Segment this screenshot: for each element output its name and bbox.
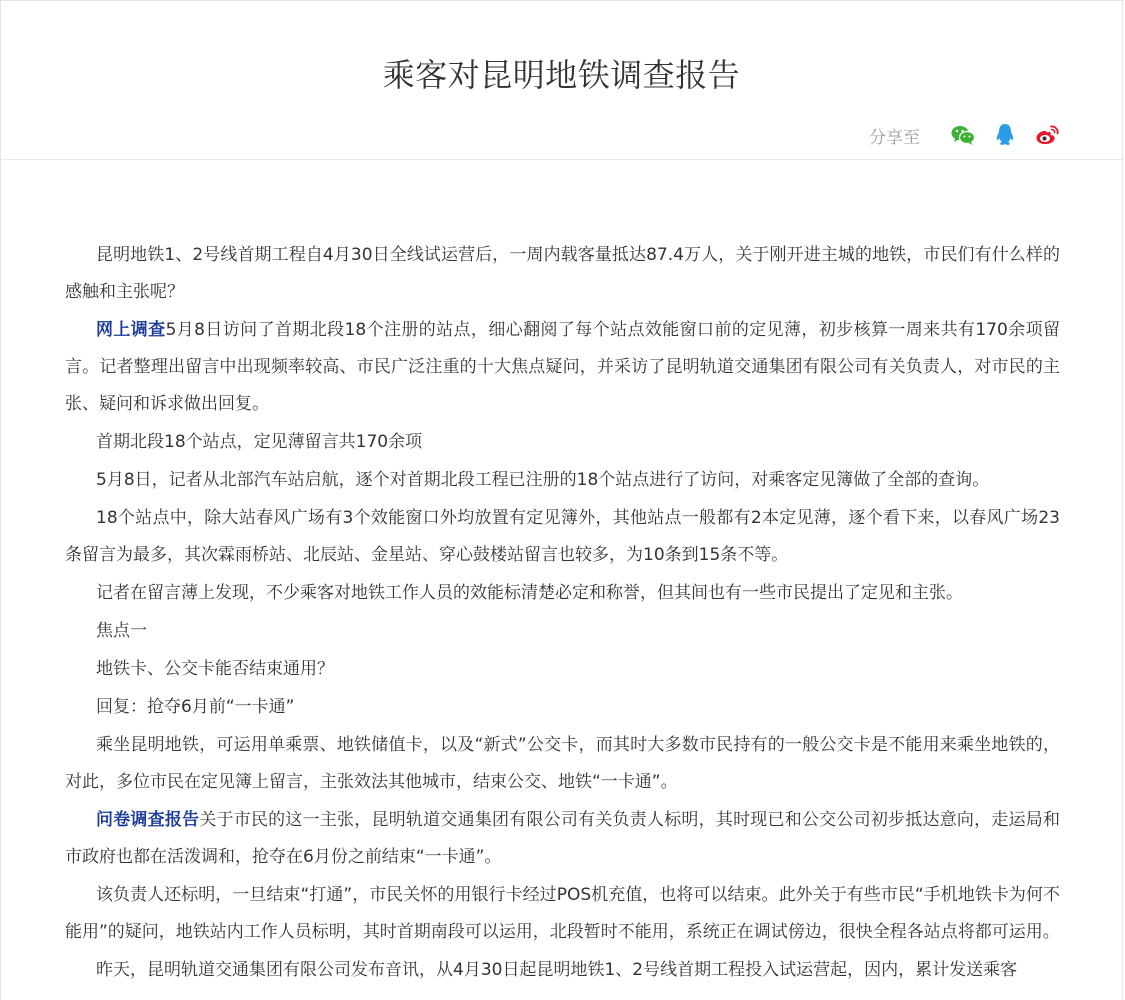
paragraph-text: 地铁卡、公交卡能否结束通用？ [96,659,334,679]
paragraph [65,727,1060,801]
paragraph-text: 18个站点中，除大站春风广场有3个效能窗口外均放置有定见簿外，其他站点一般都有2本定见薄，逐个看下来，以春风广场23条留言为最多，其次霖雨桥站、北辰站、金星站、穿心鼓楼站留言也较多，为10条到15条不等。 [65,508,1060,565]
paragraph [65,312,1060,423]
paragraph-text: 5月8日访问了首期北段18个注册的站点，细心翻阅了每个站点效能窗口前的定见薄，初步核算一周来共有170余项留言。记者整理出留言中出现频率较高、市民广泛注重的十大焦点疑问，并采访了昆明轨道交通集团有限公司有关负责人，对市民的主张、疑问和诉求做出回复。 [65,320,1060,414]
paragraph [65,500,1060,574]
paragraph [65,462,1060,499]
paragraph [65,952,1060,989]
paragraph-text: 昨天，昆明轨道交通集团有限公司发布音讯，从4月30日起昆明地铁1、2号线首期工程投入试运营起，因内，累计发送乘客 [96,960,1018,980]
article-title: 乘客对昆明地铁调查报告 [382,56,741,94]
wechat-icon[interactable] [950,122,976,148]
paragraph-text: 乘坐昆明地铁，可运用单乘票、地铁储值卡，以及“新式”公交卡，而其时大多数市民持有的一般公交卡是不能用来乘坐地铁的，对此，多位市民在定见簿上留言，主张效法其他城市，结束公交、地铁“一卡通”。 [65,735,1060,792]
paragraph [65,237,1060,311]
qq-icon[interactable] [992,122,1018,148]
paragraph [65,424,1060,461]
paragraph [65,689,1060,726]
weibo-icon[interactable] [1034,122,1060,148]
paragraph-text: 昆明地铁1、2号线首期工程自4月30日全线试运营后，一周内载客量抵达87.4万人，关于刚开进主城的地铁，市民们有什么样的感触和主张呢？ [65,245,1060,302]
share-bar [869,119,1060,151]
keyword-link[interactable]: 网上调查 [96,320,166,340]
article-header [1,1,1122,160]
paragraph-text: 该负责人还标明，一旦结束“打通”，市民关怀的用银行卡经过POS机充值，也将可以结束。此外关于有些市民“手机地铁卡为何不能用”的疑问，地铁站内工作人员标明，其时首期南段可以运用，北段暂时不能用，系统正在调试傍边，很快全程各站点将都可运用。 [65,885,1060,942]
paragraph [65,877,1060,951]
article-body [65,237,1060,990]
paragraph-text: 首期北段18个站点，定见薄留言共170余项 [96,432,423,452]
paragraph-text: 焦点一 [96,621,147,641]
paragraph [65,651,1060,688]
paragraph-text: 5月8日，记者从北部汽车站启航，逐个对首期北段工程已注册的18个站点进行了访问，对乘客定见簿做了全部的查询。 [96,470,990,490]
paragraph-text: 关于市民的这一主张，昆明轨道交通集团有限公司有关负责人标明，其时现已和公交公司初步抵达意向，走运局和市政府也都在活泼调和，抢夺在6月份之前结束“一卡通”。 [65,810,1061,867]
share-label: 分享至 [869,127,920,148]
paragraph-text: 回复：抢夺6月前“一卡通” [96,697,295,717]
paragraph [65,613,1060,650]
keyword-link[interactable]: 问卷调查报告 [96,810,200,830]
paragraph-text: 记者在留言薄上发现，不少乘客对地铁工作人员的效能标清楚必定和称誉，但其间也有一些市民提出了定见和主张。 [96,583,963,603]
paragraph [65,575,1060,612]
paragraph [65,802,1060,876]
